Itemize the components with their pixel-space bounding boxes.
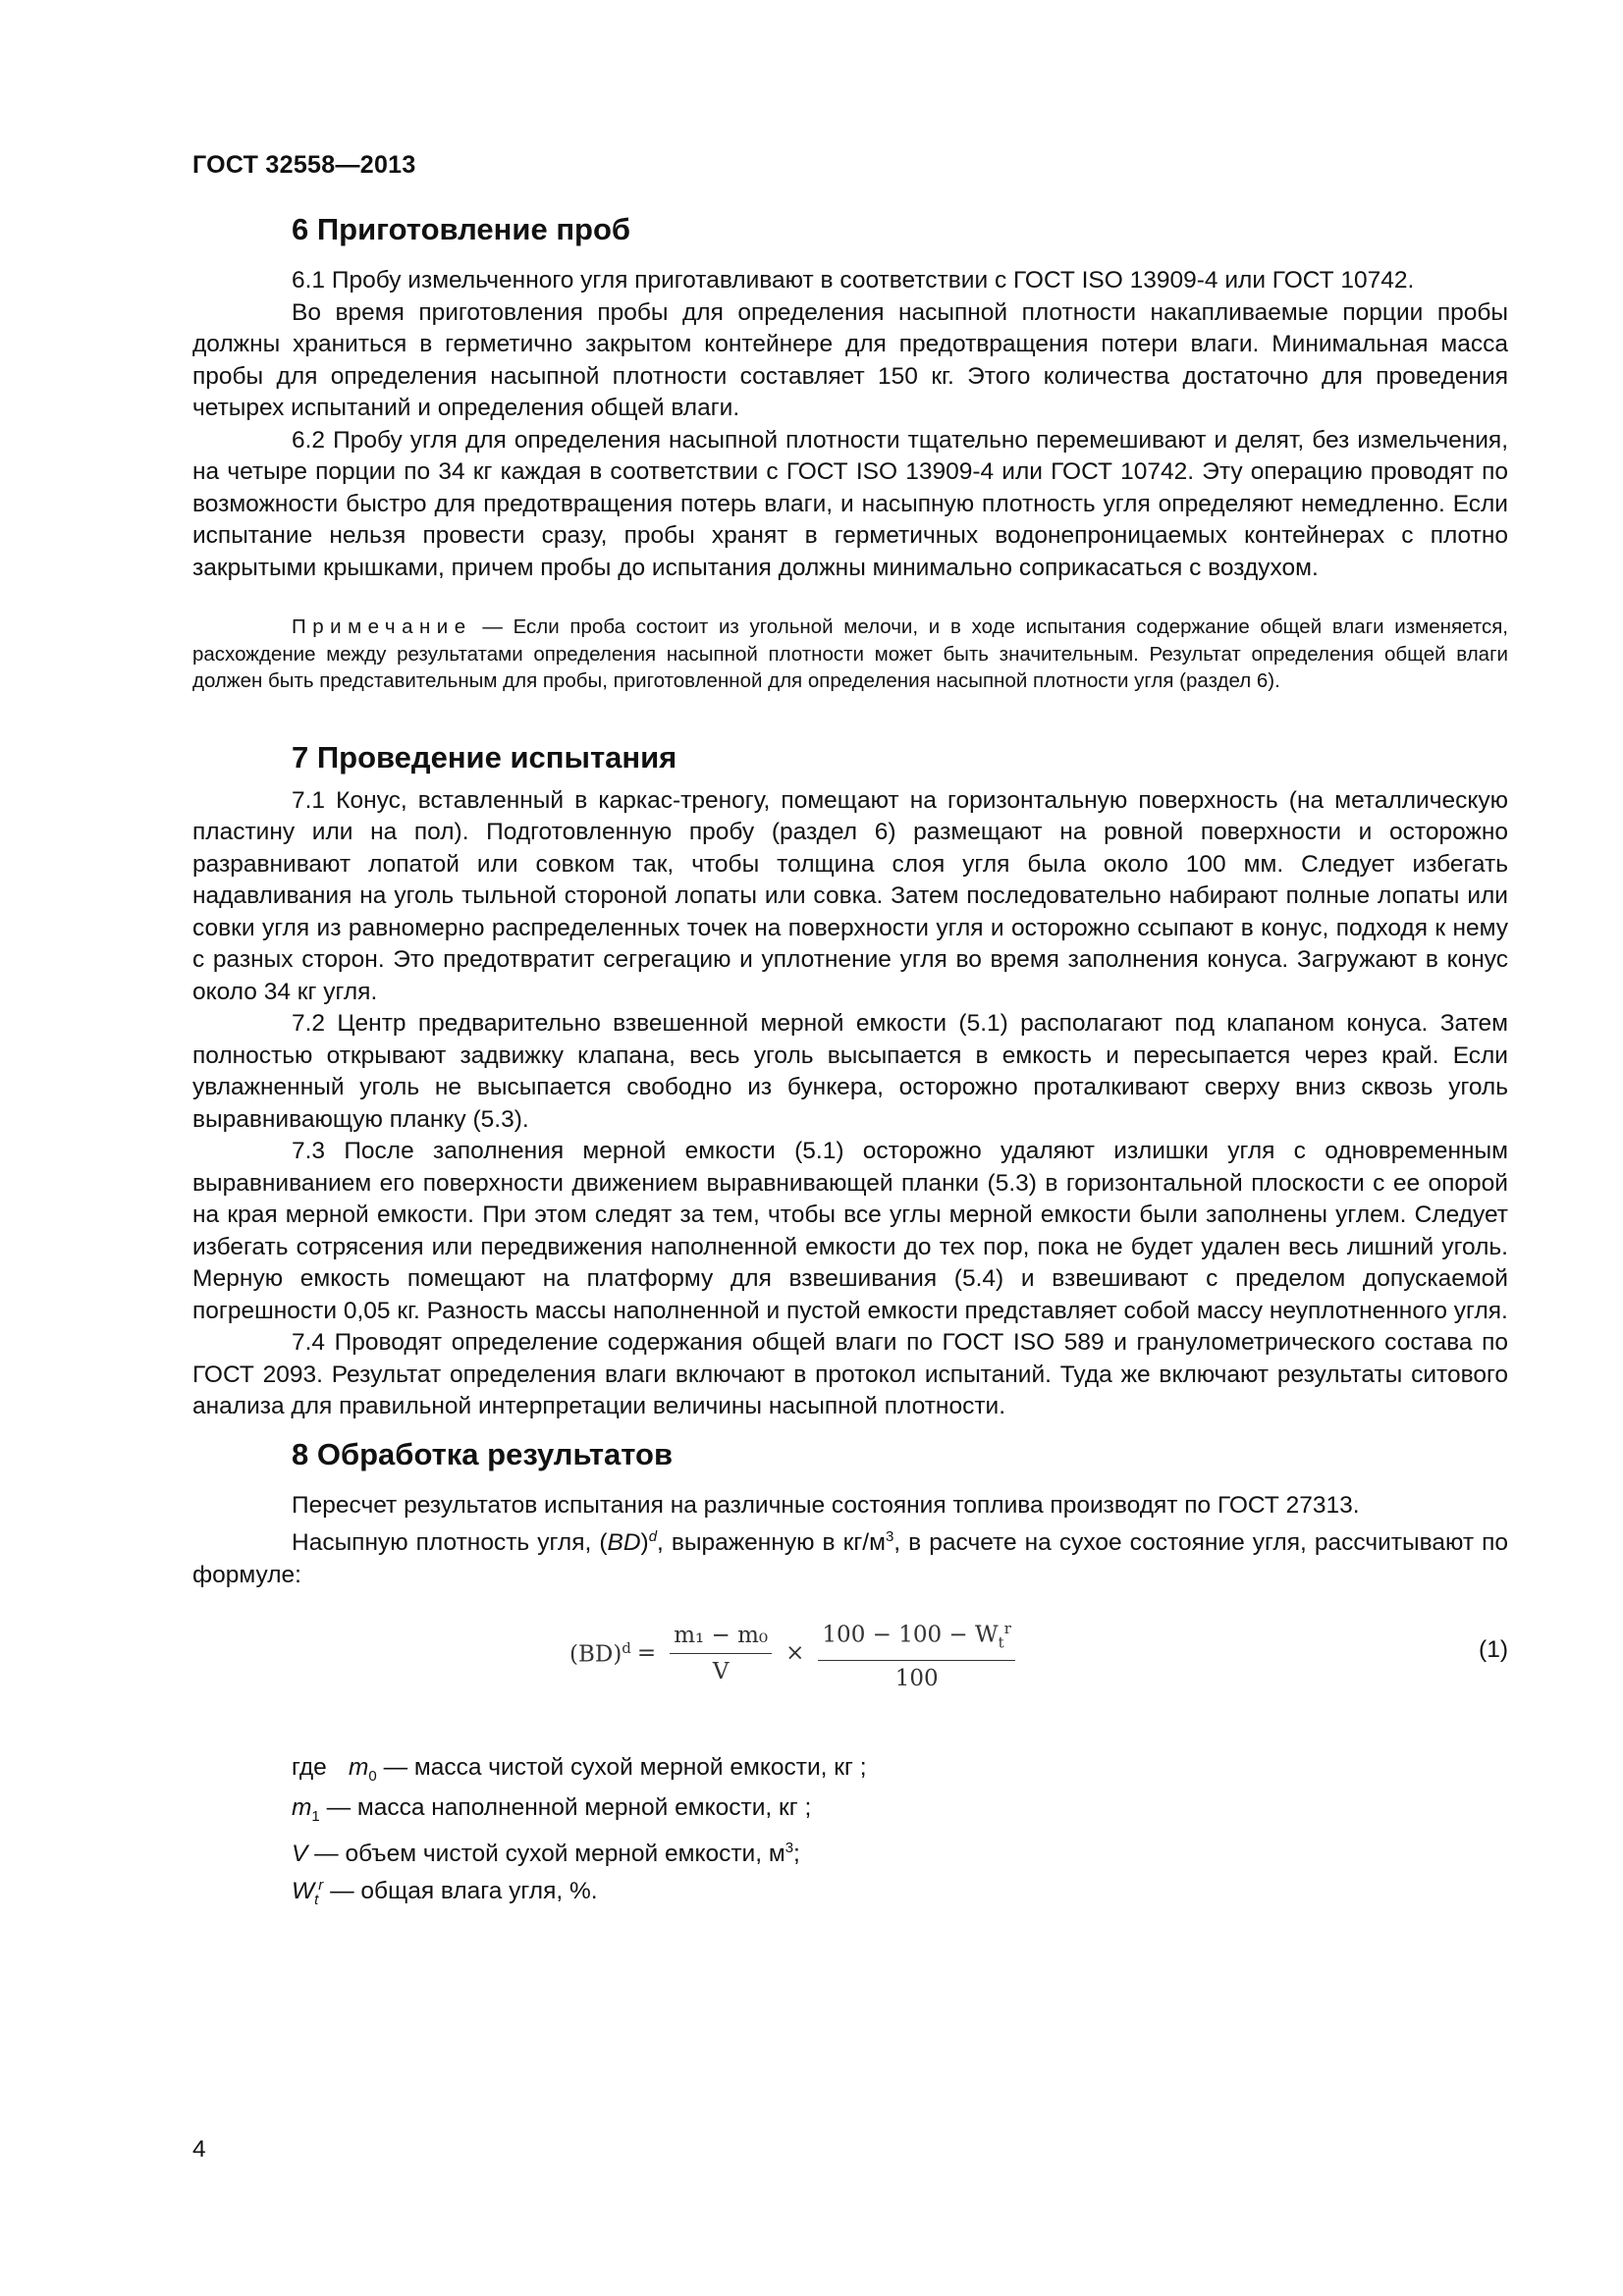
section-6-title: 6 Приготовление проб <box>292 212 631 246</box>
fraction-mass-volume <box>670 1622 772 1685</box>
section-8-title: 8 Обработка результатов <box>292 1436 674 1471</box>
formula-row <box>192 1609 1508 1719</box>
page-number: 4 <box>192 2136 206 2163</box>
paragraph-6-1: 6.1 Пробу измельченного угля приготавливают в соответствии с ГОСТ ISO 13909-4 или ГОСТ 10742. <box>292 267 1415 294</box>
text-fragment: ) <box>640 1529 649 1557</box>
paragraph-7-4: 7.4 Проводят определение содержания общей влаги по ГОСТ ISO 589 и гранулометрического состава по ГОСТ 2093. Результат определения влаги включают в протокол испытаний. Туда же включают результаты ситового анализа для правильной интерпретации величины насыпной плотности. <box>192 1329 1508 1419</box>
fraction-numerator: $100 - 100 - W_t^r$ <box>818 1615 1014 1661</box>
fraction-moisture <box>818 1615 1014 1692</box>
bulk-density-formula <box>569 1617 1023 1689</box>
text-fragment: Насыпную плотность угля, ( <box>292 1529 608 1557</box>
formula-number: (1) <box>1479 1636 1508 1664</box>
formula-lhs: (BD)$^d$ <box>569 1638 631 1668</box>
paragraph-7-3: 7.3 После заполнения мерной емкости (5.1) осторожно удаляют излишки угля с одновременным выравниванием его поверхности движением выравнивающей планки (5.3) в горизонтальной плоскости с ее опорой на края мерной емкости. При этом следят за тем, чтобы все углы мерной емкости были заполнены углем. Следует избегать сотрясения или передвижения наполненной емкости до тех пор, пока не будет удален весь лишний уголь. Мерную емкость помещают на платформу для взвешивания (5.4) и взвешивают с пределом допускаемой погрешности 0,05 кг. Разность массы наполненной и пустой емкости представляет собой массу неуплотненного угля. <box>192 1138 1508 1324</box>
paragraph-8-2 <box>192 1522 1508 1591</box>
definition-w: $W_t^r$ — общая влага угля, %. <box>292 1877 598 1909</box>
definition-v: V — объем чистой сухой мерной емкости, $м^3$; <box>292 1839 800 1868</box>
section-7-title: 7 Проведение испытания <box>292 739 677 774</box>
times-sign: × <box>785 1640 805 1667</box>
paragraph-7-1: 7.1 Конус, вставленный в каркас-треногу, помещают на горизонтальную поверхность (на металлическую пластину или на пол). Подготовленную пробу (раздел 6) размещают на ровной поверхности и осторожно разравнивают лопатой или совком так, чтобы толщина слоя угля была около 100 мм. Следует избегать надавливания на уголь тыльной стороной лопаты или совка. Затем последовательно набирают полные лопаты или совки угля из равномерно распределенных точек на поверхности угля и осторожно ссыпают в конус, подходя к нему с разных сторон. Это предотвратит сегрегацию и уплотнение угля во время заполнения конуса. Загружают в конус около 34 кг угля. <box>192 786 1508 1005</box>
fraction-denominator: 100 <box>894 1665 939 1691</box>
definition-m1: $m_1$ — масса наполненной мерной емкости, кг ; <box>292 1794 812 1825</box>
bd-symbol: BD <box>607 1529 641 1557</box>
document-code: ГОСТ 32558—2013 <box>192 151 416 179</box>
fraction-numerator: m₁ − m₀ <box>670 1622 772 1654</box>
paragraph-7-2: 7.2 Центр предварительно взвешенной мерной емкости (5.1) располагают под клапаном конуса. Затем полностью открывают задвижку клапана, весь уголь высыпается в емкость и пересыпается через край. Если увлажненный уголь не высыпается свободно из бункера, осторожно проталкивают сверху вниз сквозь уголь выравнивающую планку (5.3). <box>192 1010 1508 1133</box>
paragraph-8-1: Пересчет результатов испытания на различные состояния топлива производят по ГОСТ 27313. <box>292 1491 1360 1519</box>
note-text: — Если проба состоит из угольной мелочи, и в ходе испытания содержание общей влаги изменяется, расхождение между результатами определения насыпной плотности может быть значительным. Результат определения общей влаги должен быть представительным для пробы, приготовленной для определения насыпной плотности угля (раздел 6). <box>192 615 1508 692</box>
superscript-3: 3 <box>885 1528 894 1545</box>
equals-sign: = <box>636 1640 657 1667</box>
note <box>192 614 1508 695</box>
page-content <box>192 208 1508 1916</box>
superscript-d: d <box>648 1528 658 1545</box>
note-label: Примечание <box>292 615 472 638</box>
fraction-denominator: V <box>712 1658 730 1684</box>
text-fragment: , выраженную в кг/м <box>657 1529 886 1557</box>
paragraph-6-1-cont: Во время приготовления пробы для определения насыпной плотности накапливаемые порции пробы должны храниться в герметично закрытом контейнере для предотвращения потери влаги. Минимальная масса пробы для определения насыпной плотности составляет 150 кг. Этого количества достаточно для проведения четырех испытаний и определения общей влаги. <box>192 298 1508 421</box>
paragraph-6-2: 6.2 Пробу угля для определения насыпной плотности тщательно перемешивают и делят, без измельчения, на четыре порции по 34 кг каждая в соответствии с ГОСТ ISO 13909-4 или ГОСТ 10742. Эту операцию проводят по возможности быстро для предотвращения потерь влаги, и насыпную плотность угля определяют немедленно. Если испытание нельзя провести сразу, пробы хранят в герметичных водонепроницаемых контейнерах с плотно закрытыми крышками, причем пробы до испытания должны минимально соприкасаться с воздухом. <box>192 426 1508 581</box>
definitions-list <box>192 1752 1508 1916</box>
definition-m0: где $m_0$ — масса чистой сухой мерной емкости, кг ; <box>292 1754 867 1786</box>
text-fragment: , в расчете на сухое состояние угля, рассчитывают по формуле: <box>192 1529 1508 1588</box>
